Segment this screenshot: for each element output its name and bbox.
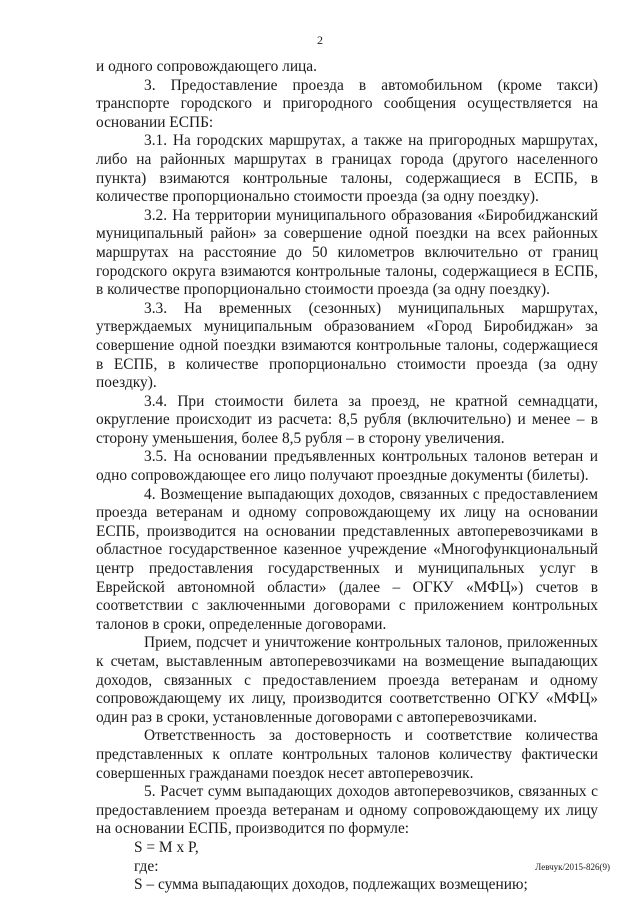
- paragraph-3-2: 3.2. На территории муниципального образования «Биробиджанский муниципальный район» за совершение одной поездки на всех районных маршрутах на расстояние до 50 километров включительно от границ городского округа взимаются контрольные талоны, содержащиеся в ЕСПБ, в количестве пропорционально стоимости проезда (за одну поездку).: [96, 206, 598, 299]
- formula-where: где:: [134, 857, 159, 875]
- formula-expression: S = M x P,: [134, 838, 199, 856]
- paragraph-3-5: 3.5. На основании предъявленных контрольных талонов ветеран и одно сопровождающее его лицо получают проездные документы (билеты).: [96, 448, 598, 485]
- paragraph-continuation: и одного сопровождающего лица.: [96, 58, 317, 75]
- paragraph-5: 5. Расчет сумм выпадающих доходов автоперевозчиков, связанных с предоставлением проезда ветеранам и одному сопровождающему их лицу на основании ЕСПБ, производится по формуле:: [96, 783, 598, 838]
- page-number: 2: [317, 33, 323, 47]
- document-footer-reference: Левчук/2015-826(9): [535, 862, 610, 872]
- paragraph-3: 3. Предоставление проезда в автомобильном (кроме такси) транспорте городского и пригородного сообщения осуществляется на основании ЕСПБ:: [96, 76, 598, 131]
- paragraph-4-responsibility: Ответственность за достоверность и соответствие количества представленных к оплате контрольных талонов количеству фактически совершенных гражданами поездок несет автоперевозчик.: [96, 727, 598, 782]
- paragraph-3-1: 3.1. На городских маршрутах, а также на пригородных маршрутах, либо на районных маршрутах в границах города (другого населенного пункта) взимаются контрольные талоны, содержащиеся в ЕСПБ, в количестве пропорционально стоимости проезда (за одну поездку).: [96, 132, 598, 206]
- paragraph-3-3: 3.3. На временных (сезонных) муниципальных маршрутах, утверждаемых муниципальным образованием «Город Биробиджан» за совершение одной поездки взимаются контрольные талоны, содержащиеся в ЕСПБ, в количестве пропорционально стоимости проезда (за одну поездку).: [96, 299, 598, 392]
- paragraph-4: 4. Возмещение выпадающих доходов, связанных с предоставлением проезда ветеранам и одному сопровождающему их лицу на основании ЕСПБ, производится на основании представленных автоперевозчиками в областное государственное казенное учреждение «Многофункциональный центр предоставления государственных и муниципальных услуг в Еврейской автономной области» (далее – ОГКУ «МФЦ») счетов в соответствии с заключенными договорами с приложением контрольных талонов в сроки, определенные договорами.: [96, 485, 598, 633]
- paragraph-4-reception: Прием, подсчет и уничтожение контрольных талонов, приложенных к счетам, выставленным автоперевозчиками на возмещение выпадающих доходов, связанных с предоставлением проезда ветеранам и одному сопровождающему их лицу, производится соответственно ОГКУ «МФЦ» один раз в сроки, установленные договорами с автоперевозчиками.: [96, 634, 598, 726]
- formula-definition: S – сумма выпадающих доходов, подлежащих возмещению;: [134, 876, 528, 894]
- paragraph-3-4: 3.4. При стоимости билета за проезд, не кратной семнадцати, округление происходит из расчета: 8,5 рубля (включительно) и менее – в сторону уменьшения, более 8,5 рубля – в сторону увеличения.: [96, 392, 598, 447]
- document-body: [96, 58, 598, 895]
